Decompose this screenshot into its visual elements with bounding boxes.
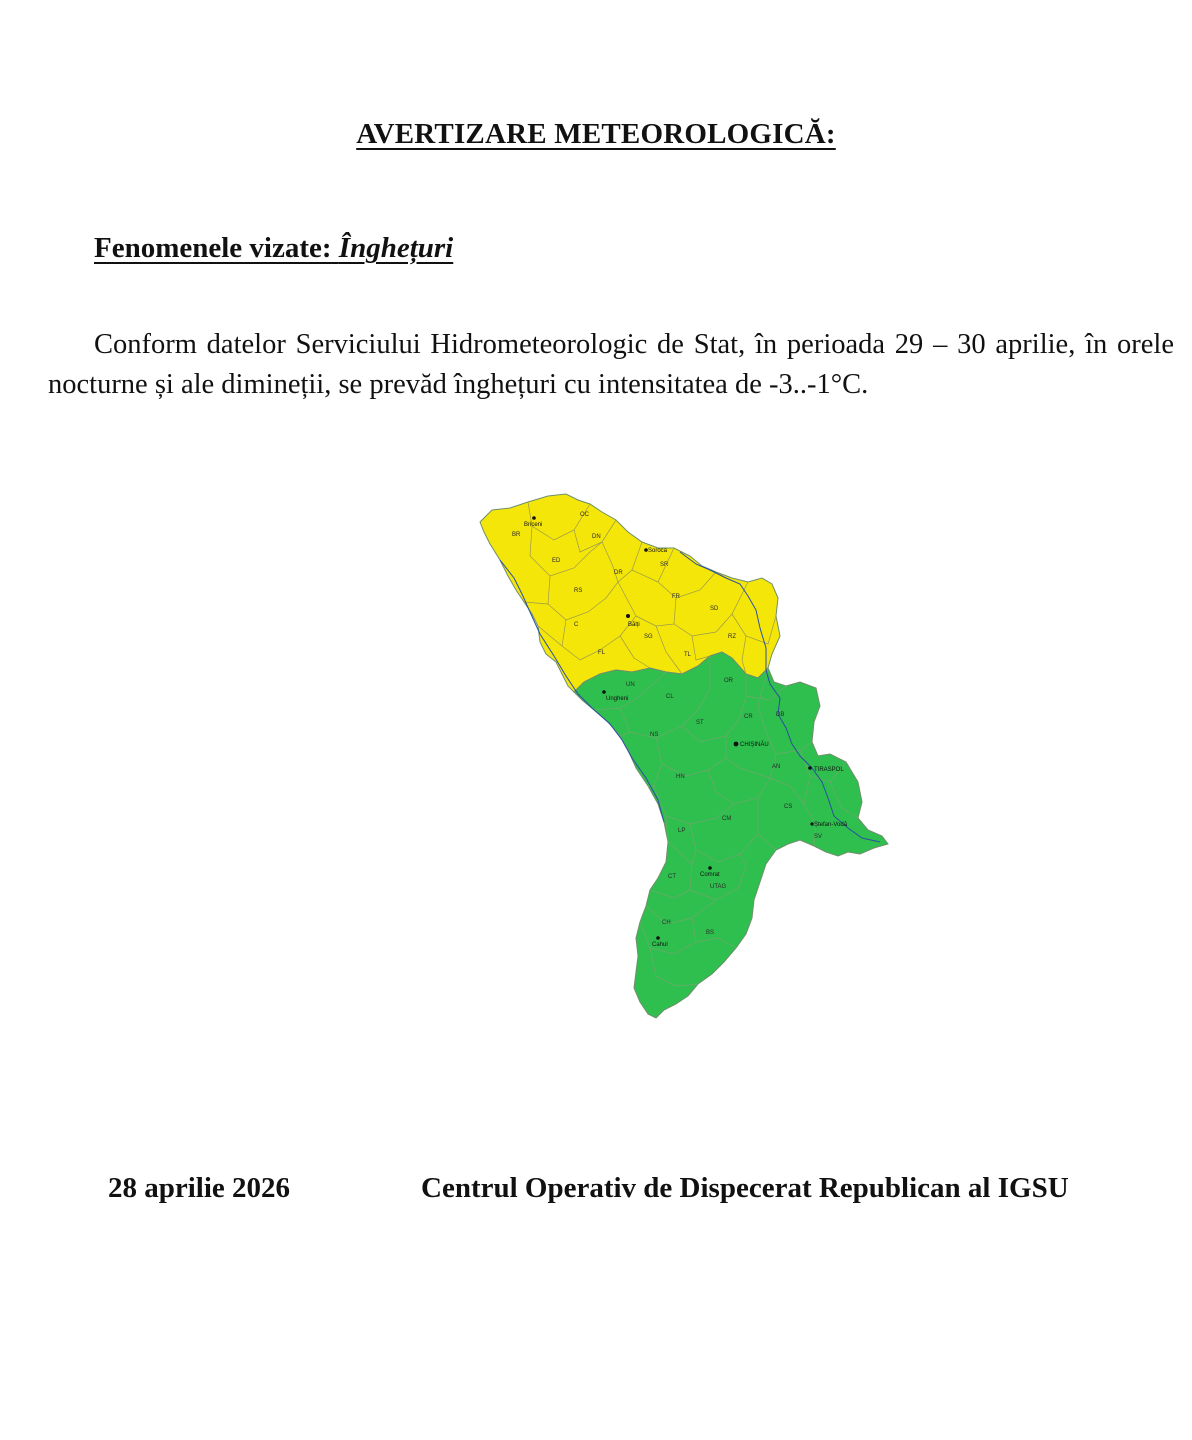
district-code: CS [784,804,793,810]
district-code: DR [614,570,623,576]
district-code: HN [676,774,685,780]
district-code: BS [706,930,715,936]
city-dot [626,614,630,618]
district-code: AN [772,764,781,770]
district-code: C [574,622,579,628]
city-label-comrat: Comrat [700,872,720,878]
district-code: RS [574,588,583,594]
moldova-warning-map [470,486,900,1026]
district-code: FL [598,650,606,656]
district-code: SG [644,634,653,640]
no-warning-zone-south [574,652,888,1018]
district-code: LP [678,828,686,834]
district-code: UN [626,682,635,688]
phenomena-label: Fenomenele vizate: [94,232,332,264]
district-code: SD [710,606,719,612]
district-code: CL [666,694,674,700]
city-dot [708,866,712,870]
district-code: SV [814,834,823,840]
district-code: SR [660,562,669,568]
district-code: CR [744,714,753,720]
page-title: AVERTIZARE METEOROLOGICĂ: [356,118,836,150]
district-code: OR [724,678,733,684]
district-code: CT [668,874,676,880]
district-code: TL [684,652,692,658]
city-dot [602,690,606,694]
city-label-soroca: Soroca [648,548,668,554]
issuing-organization: Centrul Operativ de Dispecerat Republican al IGSU [421,1172,1069,1204]
district-code: ED [552,558,561,564]
city-dot [532,516,536,520]
phenomena-line [94,232,453,265]
district-code: BR [512,532,521,538]
map-svg [470,486,900,1026]
city-dot [734,742,739,747]
city-label-briceni: Briceni [524,522,543,528]
district-code: DN [592,534,601,540]
district-code: RZ [728,634,736,640]
district-code: DB [776,712,785,718]
district-code: CM [722,816,732,822]
warning-paragraph: Conform datelor Serviciului Hidrometeorologic de Stat, în perioada 29 – 30 aprilie, în orele nocturne și ale dimineții, se prevăd înghețuri cu intensitatea de -3..-1°C. [48,329,1174,400]
district-code: UTAG [710,884,727,890]
city-label-tiraspol: TIRASPOL [814,767,844,773]
city-label-ungheni: Ungheni [606,696,629,702]
city-label-balti: Bălți [628,622,640,628]
city-dot [808,766,812,770]
district-code: FR [672,594,680,600]
issue-date: 28 aprilie 2026 [108,1172,291,1204]
city-label-cahul: Cahul [652,942,668,948]
city-label-chisinau: CHIȘINĂU [740,742,769,748]
district-code: OC [580,512,589,518]
district-code: ST [696,720,704,726]
district-code: NS [650,732,659,738]
city-dot [656,936,660,940]
district-code: CH [662,920,671,926]
phenomena-value: Înghețuri [338,232,454,264]
city-label-stefan-voda: Ștefan-Vodă [814,822,848,828]
